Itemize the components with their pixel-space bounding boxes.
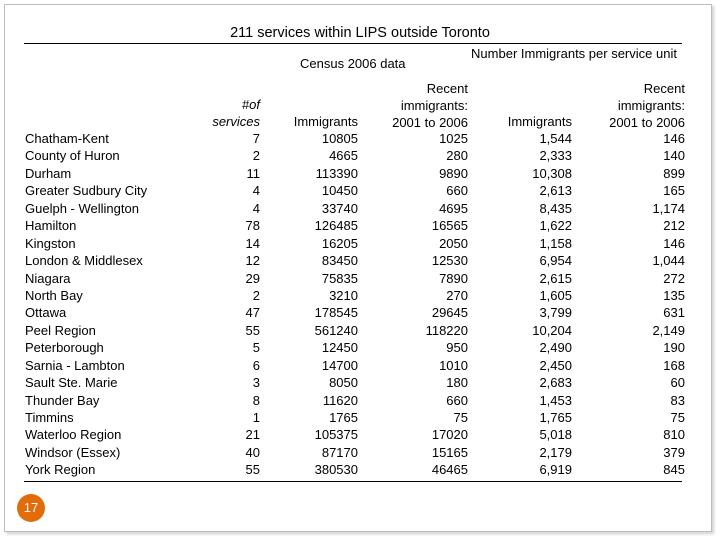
immigrants-per-service: 2,450	[539, 357, 572, 373]
recent-immigrants-count: 15165	[431, 444, 468, 460]
header-per-recent	[609, 80, 685, 131]
recent-immigrants-count: 1025	[439, 131, 468, 146]
services-count: 40	[245, 444, 260, 460]
immigrants-count: 561240	[314, 322, 358, 338]
immigrants-count: 10805	[321, 131, 358, 146]
table-row	[0, 323, 720, 340]
recent-per-service: 212	[663, 218, 685, 234]
table-row	[0, 218, 720, 235]
region-name: Durham	[25, 165, 72, 181]
region-name: Windsor (Essex)	[25, 444, 121, 460]
recent-per-service: 135	[663, 287, 685, 303]
recent-immigrants-count: 1010	[439, 357, 468, 373]
per-service-label: Number Immigrants per service unit	[471, 46, 677, 61]
recent-per-service: 75	[670, 410, 685, 425]
immigrants-per-service: 1,453	[539, 392, 572, 408]
services-count: 4	[252, 200, 260, 216]
immigrants-count: 3210	[329, 287, 358, 303]
services-count: 29	[245, 270, 260, 286]
table-row	[0, 358, 720, 375]
immigrants-count: 83450	[321, 253, 358, 269]
region-name: North Bay	[25, 287, 83, 303]
services-count: 1	[252, 410, 260, 425]
immigrants-per-service: 10,308	[532, 165, 572, 181]
header-immigrants: Immigrants	[293, 114, 358, 129]
immigrants-per-service: 1,622	[539, 218, 572, 234]
services-count: 14	[245, 235, 260, 251]
recent-per-service: 810	[663, 427, 685, 443]
header-services-line1: #of	[241, 97, 260, 112]
services-count: 8	[252, 392, 260, 408]
region-name: Hamilton	[25, 218, 77, 234]
recent-immigrants-count: 270	[446, 287, 468, 303]
header-services	[212, 96, 260, 130]
recent-immigrants-count: 180	[446, 375, 468, 391]
recent-immigrants-count: 2050	[439, 235, 468, 251]
services-count: 2	[252, 148, 260, 164]
header-recent	[392, 80, 468, 131]
table-row	[0, 340, 720, 357]
table-row	[0, 462, 720, 479]
services-count: 3	[252, 375, 260, 391]
immigrants-per-service: 2,490	[539, 340, 572, 356]
table-row	[0, 375, 720, 392]
header-per-recent-line1: Recent	[643, 81, 685, 96]
immigrants-per-service: 1,605	[539, 287, 572, 303]
immigrants-count: 126485	[314, 218, 358, 234]
recent-immigrants-count: 4695	[439, 200, 468, 216]
recent-immigrants-count: 7890	[439, 270, 468, 286]
services-count: 2	[252, 287, 260, 303]
services-count: 6	[252, 357, 260, 373]
recent-immigrants-count: 12530	[431, 253, 468, 269]
table-row	[0, 427, 720, 444]
table-row	[0, 271, 720, 288]
immigrants-count: 33740	[321, 200, 358, 216]
region-name: London & Middlesex	[25, 253, 143, 269]
immigrants-per-service: 2,333	[539, 148, 572, 164]
services-count: 11	[246, 165, 260, 181]
census-label: Census 2006 data	[300, 56, 406, 71]
immigrants-count: 105375	[314, 427, 358, 443]
table-row	[0, 183, 720, 200]
immigrants-per-service: 2,683	[539, 375, 572, 391]
header-per-recent-line2: immigrants:	[617, 98, 685, 113]
header-recent-line2: immigrants:	[400, 98, 468, 113]
region-name: Timmins	[25, 410, 74, 425]
region-name: Peterborough	[25, 340, 104, 356]
services-count: 47	[245, 305, 260, 321]
recent-per-service: 146	[663, 235, 685, 251]
immigrants-per-service: 1,158	[539, 235, 572, 251]
region-name: York Region	[25, 462, 96, 478]
recent-immigrants-count: 118220	[425, 322, 468, 338]
immigrants-per-service: 10,204	[532, 322, 572, 338]
immigrants-per-service: 3,799	[539, 305, 572, 321]
region-name: Peel Region	[25, 322, 96, 338]
immigrants-per-service: 8,435	[539, 200, 572, 216]
table-row	[0, 201, 720, 218]
recent-per-service: 1,044	[652, 253, 685, 269]
header-per-immigrants: Immigrants	[507, 114, 572, 129]
immigrants-count: 12450	[321, 340, 358, 356]
table-row	[0, 445, 720, 462]
recent-immigrants-count: 75	[453, 410, 468, 425]
immigrants-count: 1765	[329, 410, 358, 425]
immigrants-count: 113390	[315, 165, 358, 181]
recent-per-service: 146	[663, 131, 685, 146]
header-services-line2: services	[212, 114, 260, 129]
services-count: 55	[245, 322, 260, 338]
table-row	[0, 288, 720, 305]
services-count: 55	[245, 462, 260, 478]
table-row	[0, 166, 720, 183]
region-name: County of Huron	[25, 148, 120, 164]
recent-per-service: 190	[663, 340, 685, 356]
recent-immigrants-count: 950	[446, 340, 468, 356]
recent-immigrants-count: 660	[446, 392, 468, 408]
immigrants-count: 10450	[321, 183, 358, 199]
services-count: 5	[252, 340, 260, 356]
region-name: Sarnia - Lambton	[25, 357, 125, 373]
table-row	[0, 236, 720, 253]
table-row	[0, 305, 720, 322]
recent-per-service: 899	[663, 165, 685, 181]
recent-immigrants-count: 280	[446, 148, 468, 164]
services-count: 12	[245, 253, 260, 269]
immigrants-count: 380530	[314, 462, 358, 478]
header-recent-line3: 2001 to 2006	[392, 115, 468, 130]
immigrants-count: 14700	[321, 357, 358, 373]
recent-per-service: 83	[670, 392, 685, 408]
table-row	[0, 410, 720, 427]
recent-per-service: 165	[663, 183, 685, 199]
region-name: Guelph - Wellington	[25, 200, 139, 216]
immigrants-count: 75835	[321, 270, 358, 286]
recent-per-service: 60	[670, 375, 685, 391]
recent-per-service: 140	[663, 148, 685, 164]
recent-immigrants-count: 9890	[439, 165, 468, 181]
recent-immigrants-count: 29645	[431, 305, 468, 321]
immigrants-per-service: 1,765	[539, 410, 572, 425]
region-name: Chatham-Kent	[25, 131, 109, 146]
immigrants-count: 8050	[329, 375, 358, 391]
recent-immigrants-count: 17020	[431, 427, 468, 443]
region-name: Sault Ste. Marie	[25, 375, 118, 391]
immigrants-per-service: 2,613	[539, 183, 572, 199]
table-row	[0, 131, 720, 148]
header-recent-line1: Recent	[426, 81, 468, 96]
top-rule	[24, 43, 682, 44]
bottom-rule	[24, 481, 682, 482]
recent-immigrants-count: 46465	[431, 462, 468, 478]
recent-per-service: 272	[663, 270, 685, 286]
immigrants-per-service: 5,018	[539, 427, 572, 443]
table-row	[0, 393, 720, 410]
table-row	[0, 148, 720, 165]
slide-number-badge: 17	[17, 494, 45, 522]
slide-title: 211 services within LIPS outside Toronto	[230, 25, 490, 41]
region-name: Niagara	[25, 270, 71, 286]
recent-per-service: 2,149	[652, 322, 685, 338]
data-table	[0, 131, 720, 480]
services-count: 78	[245, 218, 260, 234]
recent-per-service: 379	[663, 444, 685, 460]
header-per-recent-line3: 2001 to 2006	[609, 115, 685, 130]
immigrants-count: 11620	[322, 392, 358, 408]
services-count: 21	[245, 427, 260, 443]
immigrants-per-service: 6,919	[539, 462, 572, 478]
region-name: Waterloo Region	[25, 427, 122, 443]
recent-per-service: 1,174	[652, 200, 685, 216]
region-name: Greater Sudbury City	[25, 183, 148, 199]
immigrants-per-service: 2,179	[539, 444, 572, 460]
region-name: Thunder Bay	[25, 392, 100, 408]
immigrants-count: 16205	[321, 235, 358, 251]
recent-immigrants-count: 16565	[431, 218, 468, 234]
table-row	[0, 253, 720, 270]
recent-per-service: 845	[663, 462, 685, 478]
immigrants-count: 87170	[321, 444, 358, 460]
recent-per-service: 631	[663, 305, 685, 321]
immigrants-count: 178545	[314, 305, 358, 321]
region-name: Ottawa	[25, 305, 67, 321]
region-name: Kingston	[25, 235, 76, 251]
immigrants-per-service: 6,954	[539, 253, 572, 269]
immigrants-per-service: 2,615	[539, 270, 572, 286]
services-count: 4	[252, 183, 260, 199]
recent-immigrants-count: 660	[446, 183, 468, 199]
immigrants-per-service: 1,544	[539, 131, 572, 146]
services-count: 7	[252, 131, 260, 146]
recent-per-service: 168	[663, 357, 685, 373]
immigrants-count: 4665	[329, 148, 358, 164]
